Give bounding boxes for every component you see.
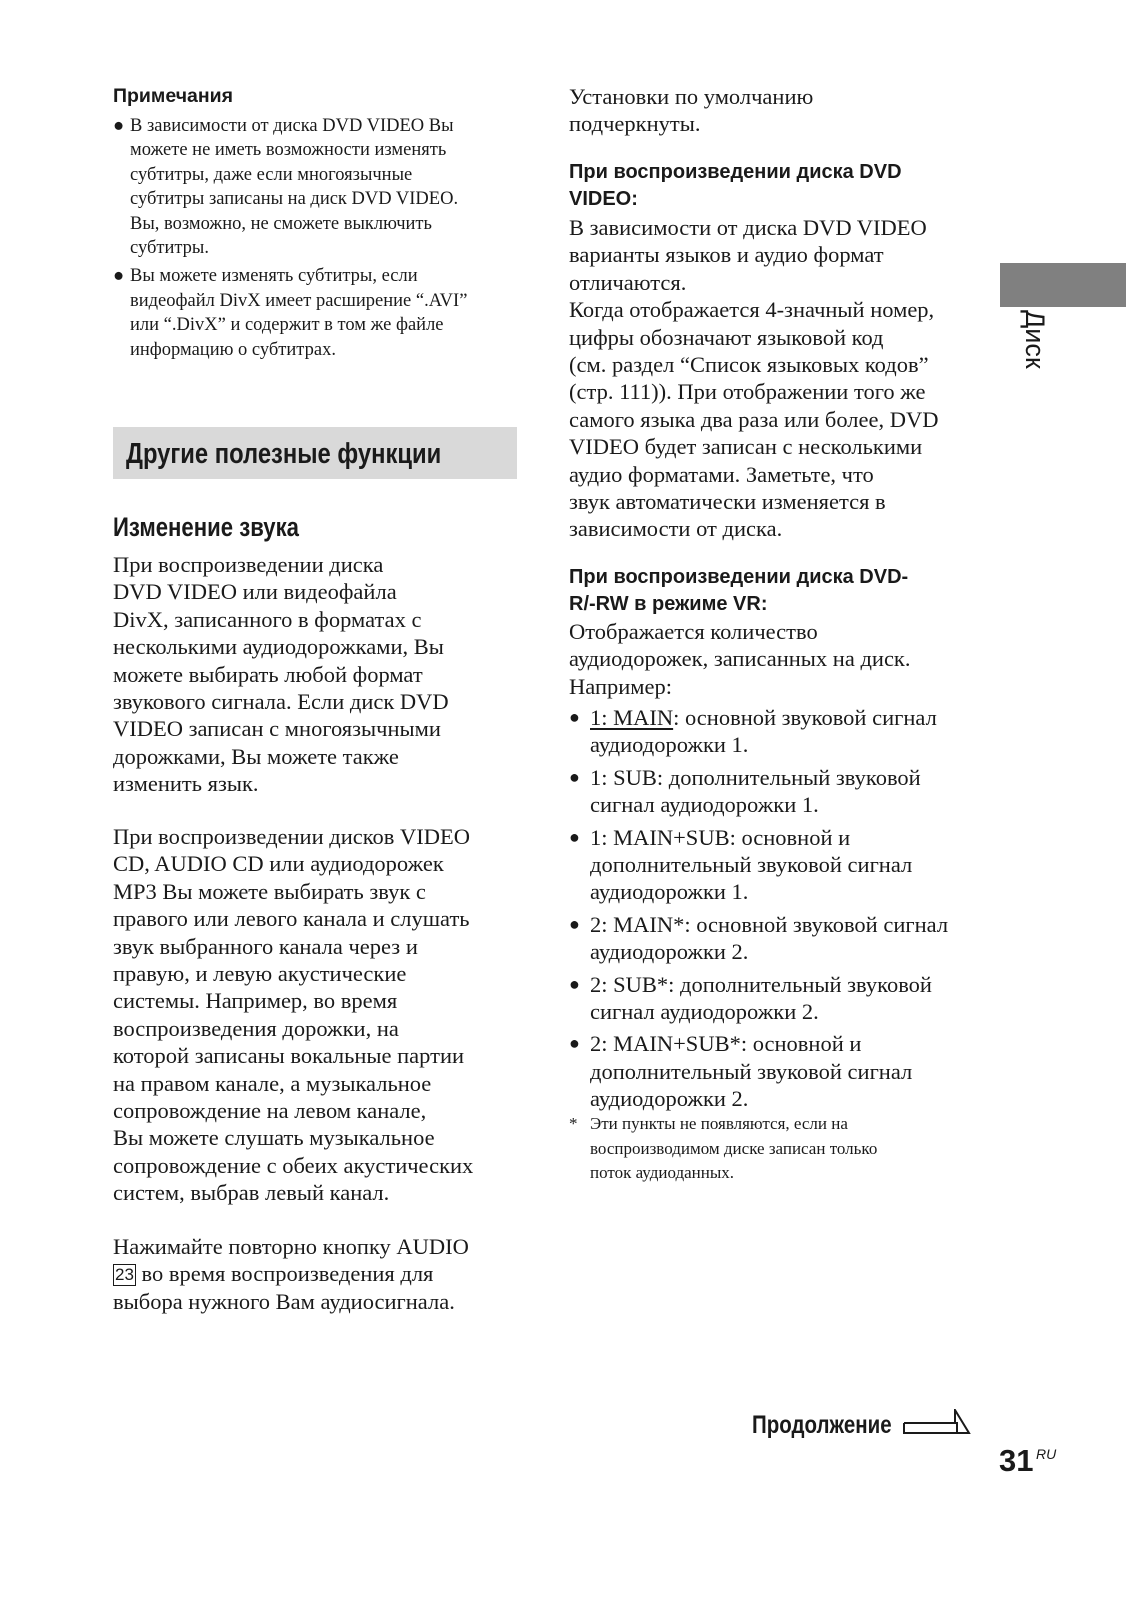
note-item: ● В зависимости от диска DVD VIDEO Вы можете не иметь возможности изменять субтитры, даже если многоязычные субтитры записаны на диск DVD VIDEO. Вы, возможно, не сможете выключить субтитры. (113, 114, 533, 260)
text-line: или “.DivX” и содержит в том же файле (130, 315, 444, 336)
text-line: При воспроизведении диска DVD- (569, 566, 909, 588)
paragraph-audio-button: Нажимайте повторно кнопку AUDIO 23 во время воспроизведения для выбора нужного Вам аудиосигнала. (113, 1234, 469, 1314)
text-line: R/-RW в режиме VR: (569, 593, 768, 615)
text-line: В зависимости от диска DVD VIDEO (569, 215, 927, 240)
dvd-video-heading (569, 159, 902, 213)
text-line: MP3 Вы можете выбирать звук с (113, 878, 426, 904)
text-line: поток аудиоданных. (590, 1163, 735, 1182)
page-locale: RU (1036, 1446, 1057, 1462)
audio-option-item: ● 1: SUB: дополнительный звуковой сигнал аудиодорожки 1. (569, 764, 989, 819)
text-line: (стр. 111)). При отображении того же (569, 379, 926, 405)
continued-label: Продолжение (752, 1411, 892, 1439)
text-line: Отображается количество (569, 619, 818, 644)
text-line: аудиодорожки 2. (590, 939, 749, 965)
text-line: Когда отображается 4-значный номер, (569, 297, 935, 323)
chapter-tab-marker (1000, 263, 1126, 307)
text-line: (см. раздел “Список языковых кодов” (569, 352, 929, 378)
text-line: VIDEO: (569, 188, 638, 210)
text-line: Вы, возможно, не сможете выключить (130, 213, 432, 234)
text-line: При воспроизведении диска DVD (569, 161, 902, 183)
text-line: сопровождение на левом канале, (113, 1098, 427, 1124)
text-line: звук автоматически изменяется в (569, 489, 886, 515)
audio-option-item: ● 2: MAIN*: основной звуковой сигнал аудиодорожки 2. (569, 911, 989, 966)
text-line: самого языка два раза или более, DVD (569, 406, 939, 432)
text-line: правую, и левую акустические (113, 961, 407, 987)
text-line: дорожками, Вы можете также (113, 743, 399, 769)
section-header (113, 427, 517, 479)
text-line: аудио форматами. Заметьте, что (569, 461, 874, 487)
text-line: 2: SUB*: дополнительный звуковой (590, 971, 932, 997)
text-line: DVD VIDEO или видеофайла (113, 579, 397, 605)
text-line: отличаются. (569, 269, 687, 295)
text-line: зависимости от диска. (569, 516, 783, 542)
text-line: Установки по умолчанию (569, 84, 814, 109)
text-line: При воспроизведении диска (113, 552, 384, 577)
text-line: аудиодорожки 1. (590, 879, 749, 905)
audio-options-list (569, 704, 989, 1118)
text-line: звук выбранного канала через и (113, 933, 418, 959)
note-item: ● Вы можете изменять субтитры, если видеофайл DivX имеет расширение “.AVI” или “.DivX” и содержит в том же файле информацию о субтитрах. (113, 264, 533, 362)
continued-arrow-icon (903, 1409, 971, 1435)
text-line: Вы можете изменять субтитры, если (130, 266, 418, 287)
text-line: дополнительный звуковой сигнал (590, 852, 913, 878)
notes-title: Примечания (113, 85, 234, 107)
text-line: правого или левого канала и слушать (113, 906, 470, 932)
audio-option-item: ● 2: MAIN+SUB*: основной и дополнительный звуковой сигнал аудиодорожки 2. (569, 1030, 989, 1112)
text-line: VIDEO будет записан с несколькими (569, 434, 923, 460)
text-line: DivX, записанного в форматах с (113, 606, 422, 632)
audio-button-number: 23 (115, 1265, 134, 1285)
text-line: систем, выбрав левый канал. (113, 1180, 390, 1206)
text-line: VIDEO записан с многоязычными (113, 716, 441, 742)
text-line: сопровождение с обеих акустических (113, 1152, 474, 1178)
notes-list (113, 114, 533, 362)
chapter-tab-label: Диск (1020, 310, 1050, 369)
section-title: Другие полезные функции (126, 438, 442, 470)
text-line: системы. Например, во время (113, 988, 398, 1014)
dvd-vr-body (569, 618, 911, 700)
text-line: субтитры. (130, 238, 209, 259)
text-line: аудиодорожки 2. (590, 1086, 749, 1112)
paragraph-channel (113, 823, 473, 1207)
text-line: подчеркнуты. (569, 111, 701, 137)
text-line: видеофайл DivX имеет расширение “.AVI” (130, 290, 468, 311)
text-line: воспроизведения дорожки, на (113, 1015, 399, 1041)
text-line: дополнительный звуковой сигнал (590, 1058, 913, 1084)
text-line: изменить язык. (113, 771, 259, 797)
text-line: сигнал аудиодорожки 1. (590, 792, 819, 818)
text-line: субтитры, даже если многоязычные (130, 164, 413, 185)
audio-option-item: ● 1: MAIN: основной звуковой сигнал аудиодорожки 1. (569, 705, 937, 758)
text-line: сигнал аудиодорожки 2. (590, 999, 819, 1025)
text-line: воспроизводимом диске записан только (590, 1138, 878, 1158)
intro-text (569, 83, 813, 138)
paragraph-dvd-audio (113, 551, 449, 798)
default-marker: 1: MAIN (590, 705, 674, 730)
text-line: можете не иметь возможности изменять (130, 140, 447, 161)
audio-option-item: ● 1: MAIN+SUB: основной и дополнительный звуковой сигнал аудиодорожки 1. (569, 824, 989, 906)
footnote: * Эти пункты не появляются, если на воспроизводимом диске записан только поток аудиоданных. (569, 1112, 1126, 1186)
text-line: Вы можете слушать музыкальное (113, 1125, 435, 1151)
text-line: Эти пункты не появляются, если на (590, 1114, 848, 1133)
text-line: 2: MAIN*: основной звуковой сигнал (590, 911, 949, 937)
text-line: можете выбирать любой формат (113, 661, 423, 687)
dvd-video-body (569, 214, 939, 543)
text-line: 1: MAIN+SUB: основной и (590, 824, 851, 850)
text-line: CD, AUDIO CD или аудиодорожек (113, 851, 444, 877)
subsection-title: Изменение звука (113, 512, 299, 542)
dvd-vr-heading (569, 564, 908, 618)
text-line: В зависимости от диска DVD VIDEO Вы (130, 116, 454, 136)
text-line: варианты языков и аудио формат (569, 242, 884, 268)
text-line: на правом канале, а музыкальное (113, 1070, 432, 1096)
text-line: звукового сигнала. Если диск DVD (113, 689, 449, 715)
text-line: которой записаны вокальные партии (113, 1043, 465, 1069)
text-line: аудиодорожек, записанных на диск. (569, 646, 911, 672)
text-line: цифры обозначают языковой код (569, 324, 884, 350)
text-line: субтитры записаны на диск DVD VIDEO. (130, 189, 459, 210)
text-line: 2: MAIN+SUB*: основной и (590, 1031, 862, 1057)
text-line: Например: (569, 673, 672, 699)
text-line: 1: SUB: дополнительный звуковой (590, 764, 921, 790)
audio-option-item: ● 2: SUB*: дополнительный звуковой сигнал аудиодорожки 2. (569, 971, 989, 1026)
text-line: несколькими аудиодорожками, Вы (113, 634, 444, 660)
text-line: При воспроизведении дисков VIDEO (113, 824, 471, 849)
page-number: 31 (999, 1443, 1034, 1478)
text-line: информацию о субтитрах. (130, 339, 336, 360)
